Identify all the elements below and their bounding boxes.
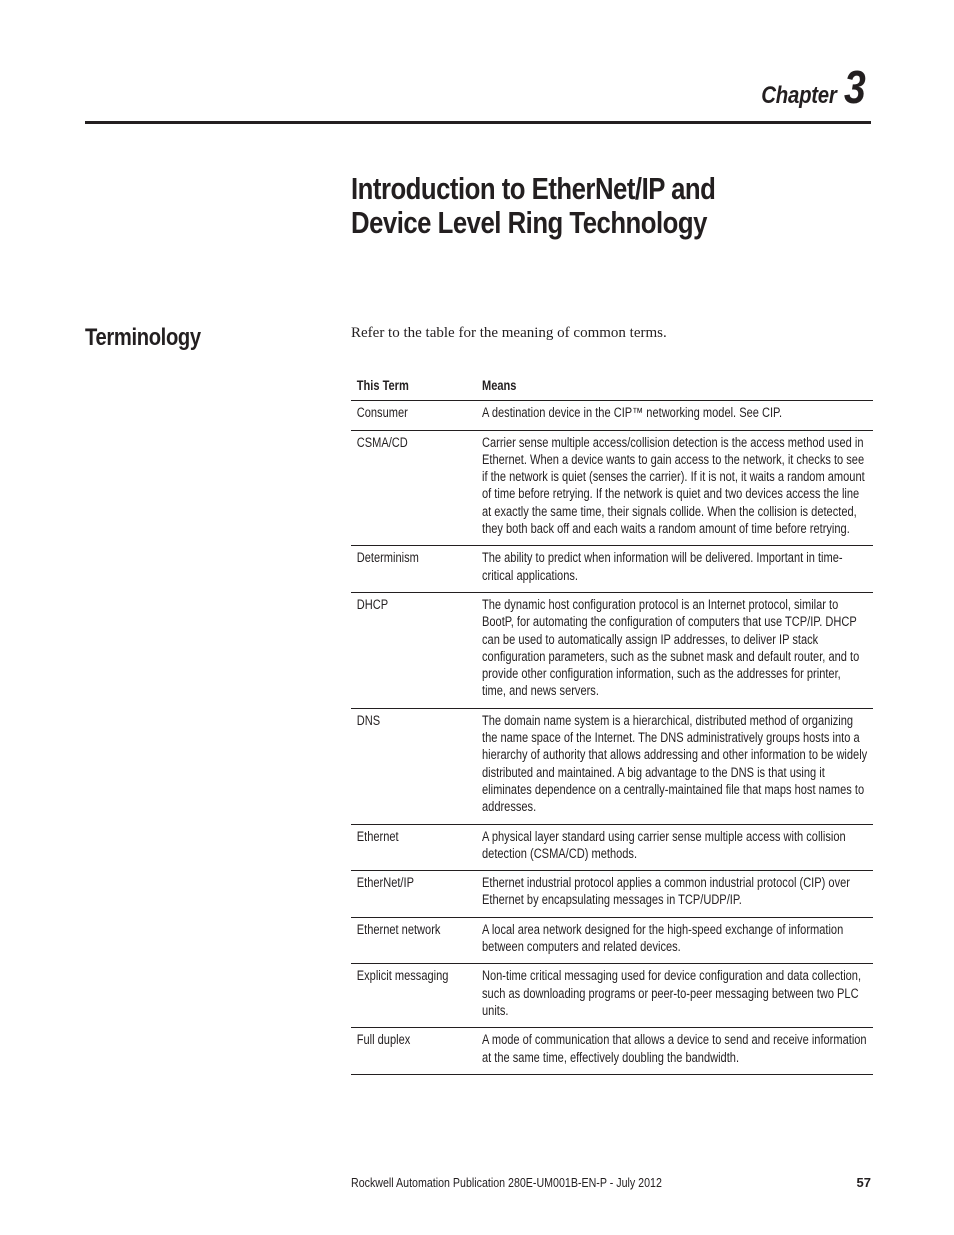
table-row: [351, 546, 873, 593]
table-row: [351, 592, 873, 708]
section-heading: Terminology: [85, 324, 201, 351]
means-cell: A local area network designed for the high-speed exchange of information between computers and related devices.: [482, 917, 873, 964]
header-term: This Term: [351, 372, 482, 401]
table-row: [351, 824, 873, 871]
page-number: 57: [856, 1175, 871, 1190]
means-cell: A destination device in the CIP™ networking model. See CIP.: [482, 401, 873, 430]
term-cell: Ethernet: [351, 824, 482, 871]
term-cell: CSMA/CD: [351, 430, 482, 546]
means-cell: The dynamic host configuration protocol is an Internet protocol, similar to BootP, for automating the configuration of computers that use TCP/IP. DHCP can be used to automatically assign IP addresses, to deliver IP stack configuration parameters, such as the subnet mask and default router, and to provide other configuration information, such as the addresses for printer, time, and news servers.: [482, 592, 873, 708]
means-cell: Non-time critical messaging used for device configuration and data collection, such as downloading programs or peer-to-peer messaging between two PLC units.: [482, 964, 873, 1028]
chapter-title-line-2: Device Level Ring Technology: [351, 205, 707, 240]
chapter-word: Chapter: [761, 82, 837, 109]
means-cell: The ability to predict when information will be delivered. Important in time-critical applications.: [482, 546, 873, 593]
table-row: [351, 401, 873, 430]
section-intro: Refer to the table for the meaning of common terms.: [351, 325, 667, 341]
table-row: [351, 430, 873, 546]
means-cell: A mode of communication that allows a device to send and receive information at the same time, effectively doubling the bandwidth.: [482, 1028, 873, 1075]
chapter-label: [748, 61, 870, 113]
term-cell: DNS: [351, 708, 482, 824]
term-cell: Determinism: [351, 546, 482, 593]
table-row: [351, 964, 873, 1028]
chapter-number: 3: [844, 61, 867, 113]
chapter-divider: [85, 121, 871, 124]
means-cell: Carrier sense multiple access/collision detection is the access method used in Ethernet. When a device wants to gain access to the network, it checks to see if the network is quiet (senses the carrier). If it is not, it waits a random amount of time before retrying. If the network is quiet and two devices access the line at exactly the same time, their signals collide. When the collision is detected, they both back off and each waits a random amount of time before retrying.: [482, 430, 873, 546]
term-cell: Consumer: [351, 401, 482, 430]
term-cell: Ethernet network: [351, 917, 482, 964]
term-cell: DHCP: [351, 592, 482, 708]
footer-publication: Rockwell Automation Publication 280E-UM001B-EN-P - July 2012: [351, 1175, 662, 1190]
means-cell: A physical layer standard using carrier sense multiple access with collision detection (CSMA/CD) methods.: [482, 824, 873, 871]
table-row: [351, 1028, 873, 1075]
term-cell: Full duplex: [351, 1028, 482, 1075]
means-cell: Ethernet industrial protocol applies a common industrial protocol (CIP) over Ethernet by encapsulating messages in TCP/UDP/IP.: [482, 871, 873, 918]
chapter-title: [351, 172, 715, 240]
table-row: [351, 871, 873, 918]
term-cell: EtherNet/IP: [351, 871, 482, 918]
header-means: Means: [482, 372, 873, 401]
table-header-row: [351, 372, 873, 401]
table-row: [351, 708, 873, 824]
term-cell: Explicit messaging: [351, 964, 482, 1028]
chapter-title-line-1: Introduction to EtherNet/IP and: [351, 171, 716, 206]
terminology-table: [351, 372, 873, 1075]
table-row: [351, 917, 873, 964]
means-cell: The domain name system is a hierarchical, distributed method of organizing the name space of the Internet. The DNS administratively groups hosts into a hierarchy of authority that allows addressing and other information to be widely distributed and maintained. A big advantage to the DNS is that using it eliminates dependence on a centrally-maintained file that maps host names to addresses.: [482, 708, 873, 824]
